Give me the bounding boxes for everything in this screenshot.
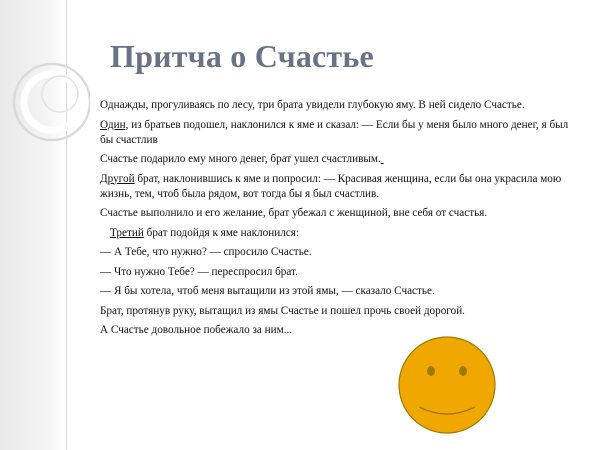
decorative-circles [0, 40, 90, 160]
paragraph-4: Другой брат, наклонившись к яме и попросил: — Красивая женщина, если бы она украсила мою жизнь, тем, чтоб была рядом, вот тогда бы я был счастлив. [100, 172, 562, 200]
smiley-face-icon [397, 335, 497, 435]
paragraph-10: Брат, протянув руку, вытащил из ямы Счастье и пошел прочь своей дорогой. [100, 304, 465, 317]
smiley-left-eye [427, 366, 435, 376]
paragraph-2: Один, из братьев подошел, наклонился к яме и сказал: — Если бы у меня было много денег, я был бы счастлив [100, 118, 569, 146]
paragraph-8: — Что нужно Тебе? — переспросил брат. [100, 265, 298, 278]
paragraph-11: А Счастье довольное побежало за ним... [100, 324, 293, 336]
smiley-right-eye [459, 366, 467, 376]
paragraph-5: Счастье выполнило и его желание, брат убежал с женщиной, вне себя от счастья. [100, 207, 488, 219]
paragraph-1: Однажды, прогуливаясь по лесу, три брата увидели глубокую яму. В ней сидело Счастье. [100, 99, 525, 111]
slide-title: Притча о Счастье [110, 38, 374, 74]
inner-white-ring [24, 74, 80, 130]
smiley-face-circle [399, 337, 495, 433]
paragraph-3: Счастье подарило ему много денег, брат ушел счастливым. [100, 153, 381, 165]
small-ring [42, 76, 78, 112]
lead-word-first: Один, [100, 118, 129, 131]
lead-word-second: Другой [100, 172, 135, 185]
parable-text [100, 98, 580, 343]
paragraph-7: — А Тебе, что нужно? — спросило Счастье. [100, 246, 312, 258]
paragraph-9: — Я бы хотела, чтоб меня вытащили из этой ямы, — сказало Счастье. [100, 285, 435, 297]
paragraph-6: Третий брат подойдя к яме наклонился: [110, 226, 300, 239]
lead-word-third: Третий [110, 226, 144, 239]
